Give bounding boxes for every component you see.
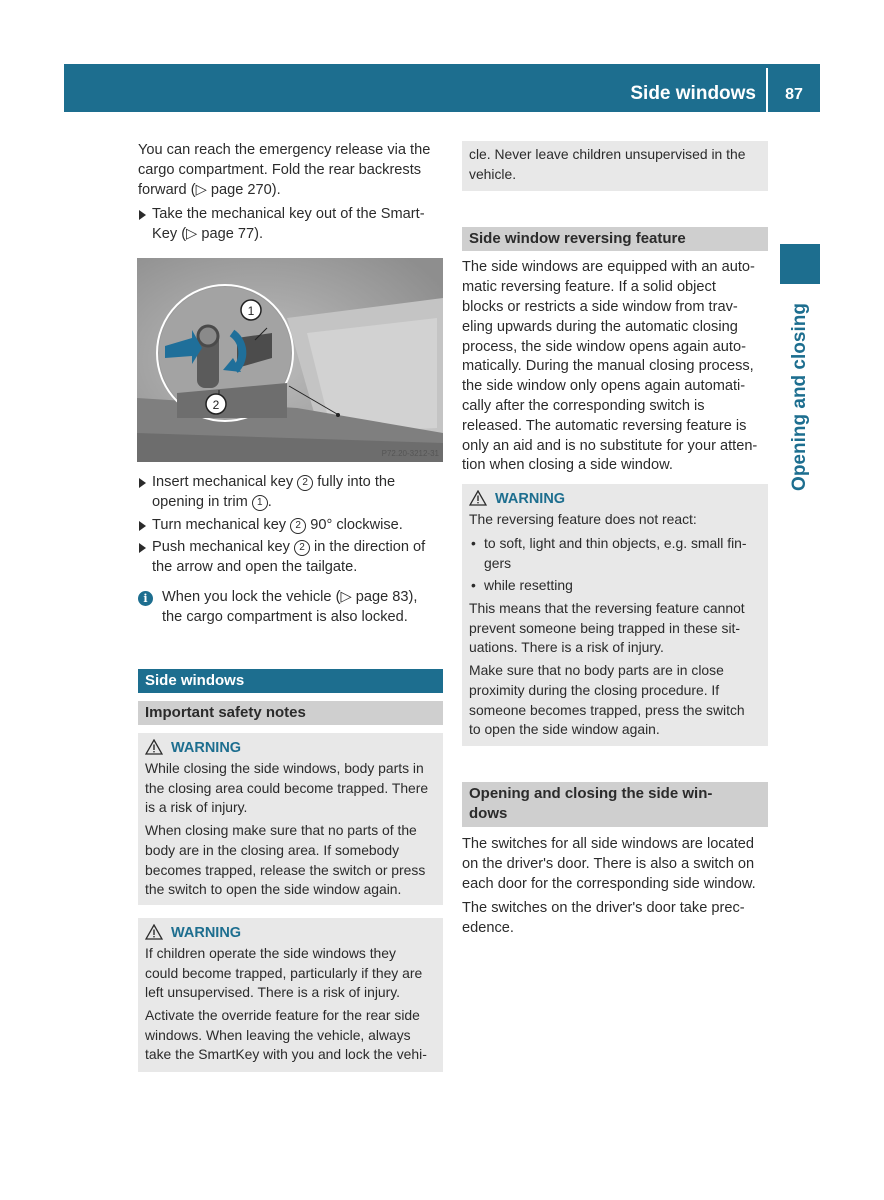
info-icon: i bbox=[138, 591, 153, 606]
bullet-item: • while resetting bbox=[469, 576, 761, 596]
text-line: Make sure that no body parts are in close bbox=[469, 662, 724, 679]
warning-text bbox=[145, 1006, 436, 1065]
text-line: cally after the corresponding switch is bbox=[462, 397, 705, 414]
step-insert-key bbox=[138, 473, 443, 513]
callout-ref-2: 2 bbox=[294, 540, 310, 556]
figure-code: P72.20-3212-31 bbox=[381, 449, 439, 458]
warning-box-reversing bbox=[462, 484, 768, 746]
info-note bbox=[138, 588, 443, 628]
text-line: proximity during the closing procedure. If bbox=[469, 681, 720, 698]
warning-triangle-icon bbox=[145, 924, 163, 940]
text-line: each door for the corresponding side window. bbox=[462, 875, 756, 892]
text-line: cargo compartment. Fold the rear backrests bbox=[138, 161, 422, 178]
left-column-bottom bbox=[138, 473, 443, 628]
text-line: the switch to open the side window again. bbox=[145, 881, 402, 898]
warning-label: WARNING bbox=[495, 491, 566, 508]
left-column-top bbox=[138, 141, 443, 248]
text-line: uations. There is a risk of injury. bbox=[469, 639, 664, 656]
callout-2-label: 2 bbox=[212, 398, 220, 412]
text-line: matic reversing feature. If a solid object bbox=[462, 279, 716, 296]
warning-text bbox=[145, 821, 436, 900]
text: Turn mechanical key bbox=[152, 516, 291, 533]
text: . bbox=[267, 493, 272, 510]
text-line: to open the side window again. bbox=[469, 721, 660, 738]
text-line: someone becomes trapped, press the switch bbox=[469, 701, 745, 718]
chapter-tab-marker bbox=[780, 244, 820, 284]
text-line: blocks or restricts a side window from trav- bbox=[462, 299, 738, 315]
text-line: cle. Never leave children unsupervised in the bbox=[469, 146, 746, 162]
warning-label: WARNING bbox=[171, 740, 242, 756]
warning-text: The reversing feature does not react: bbox=[469, 511, 697, 528]
text-line: body are in the closing area. If somebody bbox=[145, 841, 400, 858]
tailgate-emergency-release-illustration bbox=[137, 258, 443, 462]
callout-ref-1: 1 bbox=[252, 495, 268, 511]
warning-text bbox=[145, 759, 436, 818]
text: Insert mechanical key bbox=[152, 474, 298, 490]
text-line: gers bbox=[484, 554, 512, 571]
text-line: the closing area could become trapped. There bbox=[145, 779, 429, 796]
text-line: When you lock the vehicle (▷ page 83), bbox=[162, 588, 418, 605]
side-windows-section bbox=[138, 669, 443, 1072]
warning-box-children-continued bbox=[462, 141, 768, 191]
callout-ref-2: 2 bbox=[297, 475, 313, 491]
text-line: the side window only opens again automati- bbox=[462, 378, 746, 395]
text: the arrow and open the tailgate. bbox=[152, 559, 358, 576]
text-line: process, the side window opens again auto- bbox=[462, 338, 746, 355]
section-title: Side windows bbox=[138, 669, 443, 693]
subsection-title-reversing: Side window reversing feature bbox=[462, 227, 768, 251]
text: fully into the bbox=[313, 474, 396, 490]
warning-text bbox=[145, 944, 436, 1003]
page-number: 87 bbox=[785, 86, 803, 103]
text-line: is a risk of injury. bbox=[145, 799, 248, 816]
callout-ref-2: 2 bbox=[290, 518, 306, 534]
opening-paragraph-1 bbox=[462, 835, 768, 894]
subsection-title: Important safety notes bbox=[138, 701, 443, 725]
text-line: the cargo compartment is also locked. bbox=[162, 608, 408, 625]
warning-triangle-icon bbox=[145, 739, 163, 755]
text-line: only an aid and is no substitute for your atten- bbox=[462, 437, 758, 454]
text-line: If children operate the side windows they bbox=[145, 944, 396, 961]
warning-box-children bbox=[138, 918, 443, 1072]
text: Push mechanical key bbox=[152, 539, 294, 556]
warning-triangle-icon bbox=[469, 490, 487, 506]
header-title: Side windows bbox=[630, 83, 756, 104]
text: in the direction of bbox=[309, 539, 426, 556]
text-line: forward (▷ page 270). bbox=[138, 181, 281, 198]
warning-label: WARNING bbox=[171, 924, 242, 941]
text-line: windows. When leaving the vehicle, always bbox=[145, 1026, 411, 1043]
warning-heading bbox=[145, 737, 436, 759]
opening-paragraph-2 bbox=[462, 899, 768, 939]
text-line: prevent someone being trapped in these sit- bbox=[469, 619, 741, 636]
step-turn-key bbox=[138, 516, 443, 536]
text-line: Take the mechanical key out of the Smart- bbox=[152, 206, 425, 223]
text-line: Opening and closing the side win- bbox=[469, 784, 713, 802]
page-header bbox=[64, 64, 820, 112]
right-column bbox=[462, 141, 768, 939]
text-line: matically. During the manual closing process, bbox=[462, 358, 754, 375]
warning-box-closing bbox=[138, 733, 443, 905]
text-line: This means that the reversing feature cannot bbox=[469, 599, 745, 616]
warning-text bbox=[469, 661, 761, 740]
text-line: Key (▷ page 77). bbox=[152, 226, 264, 243]
text-line: released. The automatic reversing feature is bbox=[462, 417, 747, 434]
text-line: left unsupervised. There is a risk of injury. bbox=[145, 984, 401, 1001]
subsection-title-opening bbox=[462, 782, 768, 827]
illustration-graphic bbox=[137, 258, 443, 462]
reversing-paragraph bbox=[462, 258, 768, 476]
text-line: dows bbox=[469, 804, 508, 822]
text-line: You can reach the emergency release via the bbox=[138, 142, 431, 158]
step-push-key bbox=[138, 538, 443, 578]
step-take-key bbox=[138, 205, 443, 245]
text-line: When closing make sure that no parts of the bbox=[145, 822, 417, 839]
text-line: tion when closing a side window. bbox=[462, 457, 673, 474]
text-line: Activate the override feature for the rear side bbox=[145, 1007, 420, 1024]
text-line: edence. bbox=[462, 920, 514, 937]
chapter-tab-label: Opening and closing bbox=[789, 303, 811, 491]
chapter-tab bbox=[780, 290, 820, 504]
text-line: eling upwards during the automatic closing bbox=[462, 318, 738, 335]
text-line: The side windows are equipped with an auto- bbox=[462, 259, 755, 276]
text-line: becomes trapped, release the switch or press bbox=[145, 861, 426, 878]
warning-text bbox=[469, 599, 761, 658]
text-line: The switches on the driver's door take prec- bbox=[462, 900, 745, 917]
text-line: take the SmartKey with you and lock the vehi- bbox=[145, 1046, 427, 1063]
text-line: vehicle. bbox=[469, 165, 517, 182]
callout-1-label: 1 bbox=[247, 304, 255, 318]
text-line: While closing the side windows, body parts in bbox=[145, 760, 424, 776]
text: 90° clockwise. bbox=[306, 516, 403, 533]
text: opening in trim bbox=[152, 493, 252, 510]
text-line: on the driver's door. There is also a switch on bbox=[462, 855, 755, 872]
intro-paragraph bbox=[138, 141, 443, 200]
warning-heading bbox=[469, 488, 761, 510]
warning-heading bbox=[145, 922, 436, 944]
text-line: could become trapped, particularly if they are bbox=[145, 964, 423, 981]
text-line: The switches for all side windows are located bbox=[462, 835, 755, 852]
text-line: to soft, light and thin objects, e.g. small fin- bbox=[484, 534, 747, 551]
bullet-item bbox=[469, 534, 761, 573]
